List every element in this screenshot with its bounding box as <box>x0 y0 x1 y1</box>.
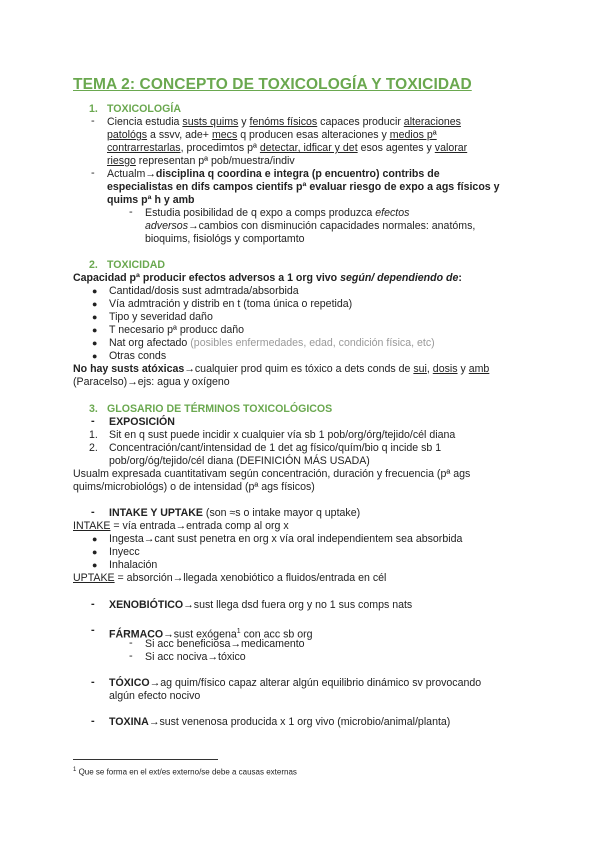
dash-bullet: - <box>91 167 95 179</box>
no-atoxicas-line-1: No hay susts atóxicas→cualquier prod quim es tóxico a dets conds de sui, dosis y amb <box>73 363 490 375</box>
section-2-number: 2. <box>89 259 98 271</box>
toxina-definition: TOXINA→sust venenosa producida x 1 org vivo (microbio/animal/planta) <box>109 716 451 728</box>
intake-bullet-3: Inhalación <box>109 559 158 571</box>
toxico-definition-line-1: TÓXICO→ag quim/físico capaz alterar algún equilibrio dinámico sv provocando <box>109 677 482 689</box>
toxicidad-lead: Capacidad pª producir efectos adversos a 1 org vivo según/ dependiendo de: <box>73 272 462 284</box>
dash-bullet: - <box>91 506 95 518</box>
toxicidad-bullet-2: Vía admtración y distrib en t (toma única o repetida) <box>109 298 353 310</box>
dash-bullet: - <box>129 637 133 649</box>
bullet-dot: ● <box>92 534 98 544</box>
dash-bullet: - <box>91 624 95 636</box>
bullet-dot: ● <box>92 312 98 322</box>
toxicidad-bullet-6: Otras conds <box>109 350 167 362</box>
toxicologia-definition-line-2: patológs a ssvv, ade+ mecs q producen esas alteraciones y medios pª <box>107 129 437 141</box>
dash-bullet: - <box>91 115 95 127</box>
intake-bullet-1: Ingesta→cant sust penetra en org x vía oral independientem sea absorbida <box>109 533 463 545</box>
farmaco-definition: FÁRMACO→sust exógena$^1$ con acc sb org <box>109 628 313 641</box>
bullet-dot: ● <box>92 351 98 361</box>
toxicologia-definition-line-1: Ciencia estudia susts quims y fenóms físicos capaces producir alteraciones <box>107 116 461 128</box>
farmaco-sub-2: Si acc nociva→tóxico <box>145 651 246 663</box>
dash-bullet: - <box>91 598 95 610</box>
actualm-line-1: Actualm→disciplina q coordina e integra (p encuentro) contribs de <box>107 168 440 180</box>
toxicidad-bullet-3: Tipo y severidad daño <box>109 311 213 323</box>
usualm-line-2: quims/microbiológs) o de intensidad (pª ags físicos) <box>73 481 315 493</box>
toxicologia-definition-line-3: contrarrestarlas, procedimtos pª detectar, idficar y det esos agentes y valorar <box>107 142 468 154</box>
farmaco-sub-1: Si acc beneficiosa→medicamento <box>145 638 305 650</box>
intake-bullet-2: Inyecc <box>109 546 140 558</box>
intake-definition: INTAKE = vía entrada→entrada comp al org x <box>73 520 289 532</box>
toxicidad-bullet-1: Cantidad/dosis sust admtrada/absorbida <box>109 285 299 297</box>
section-1-heading: TOXICOLOGÍA <box>107 103 181 115</box>
dash-bullet: - <box>91 715 95 727</box>
exposicion-item-2-line-2: pob/org/óg/tejido/cél diana (DEFINICIÓN MÁS USADA) <box>109 455 370 467</box>
bullet-dot: ● <box>92 299 98 309</box>
exposicion-item-2-number: 2. <box>89 442 98 454</box>
intake-uptake-heading: INTAKE Y UPTAKE (son ≈s o intake mayor q uptake) <box>109 507 361 519</box>
exposicion-item-1-number: 1. <box>89 429 98 441</box>
xenobiotico-definition: XENOBIÓTICO→sust llega dsd fuera org y no 1 sus comps nats <box>109 599 413 611</box>
estudia-line-2: adversos→cambios con disminución capacidades normales: anatóms, <box>145 220 476 232</box>
actualm-line-2: especialistas en difs campos cientifs pª evaluar riesgo de expo a ags físicos y <box>107 181 500 193</box>
dash-bullet: - <box>129 650 133 662</box>
dash-bullet: - <box>91 676 95 688</box>
footnote-rule <box>73 759 218 760</box>
section-1-number: 1. <box>89 103 98 115</box>
dash-bullet: - <box>91 415 95 427</box>
bullet-dot: ● <box>92 286 98 296</box>
toxicidad-bullet-4: T necesario pª producc daño <box>109 324 245 336</box>
usualm-line-1: Usualm expresada cuantitativam según concentración, duración y frecuencia (pª ags <box>73 468 471 480</box>
exposicion-label: EXPOSICIÓN <box>109 416 175 428</box>
toxico-definition-line-2: algún efecto nocivo <box>109 690 201 702</box>
section-3-heading: GLOSARIO DE TÉRMINOS TOXICOLÓGICOS <box>107 403 333 415</box>
dash-bullet: - <box>129 206 133 218</box>
exposicion-item-1: Sit en q sust puede incidir x cualquier vía sb 1 pob/org/órg/tejido/cél diana <box>109 429 456 441</box>
actualm-line-3: quims pª h y amb <box>107 194 195 206</box>
bullet-dot: ● <box>92 325 98 335</box>
toxicologia-definition-line-4: riesgo representan pª pob/muestra/indiv <box>107 155 295 167</box>
toxicidad-bullet-5: Nat org afectado (posibles enfermedades, edad, condición física, etc) <box>109 337 435 349</box>
uptake-definition: UPTAKE = absorción→llegada xenobiótico a fluidos/entrada en cél <box>73 572 387 584</box>
no-atoxicas-line-2: (Paracelso)→ejs: agua y oxígeno <box>73 376 230 388</box>
exposicion-item-2-line-1: Concentración/cant/intensidad de 1 det ag físico/quím/bio q incide sb 1 <box>109 442 442 454</box>
footnote: $^1$ Que se forma en el ext/es externo/se debe a causas externas <box>73 767 297 777</box>
section-2-heading: TOXICIDAD <box>107 259 166 271</box>
page-title: TEMA 2: CONCEPTO DE TOXICOLOGÍA Y TOXICIDAD <box>73 76 472 93</box>
bullet-dot: ● <box>92 338 98 348</box>
section-3-number: 3. <box>89 403 98 415</box>
estudia-line-1: Estudia posibilidad de q expo a comps produzca efectos <box>145 207 410 219</box>
bullet-dot: ● <box>92 560 98 570</box>
estudia-line-3: bioquims, fisiológs y comportamto <box>145 233 305 245</box>
bullet-dot: ● <box>92 547 98 557</box>
